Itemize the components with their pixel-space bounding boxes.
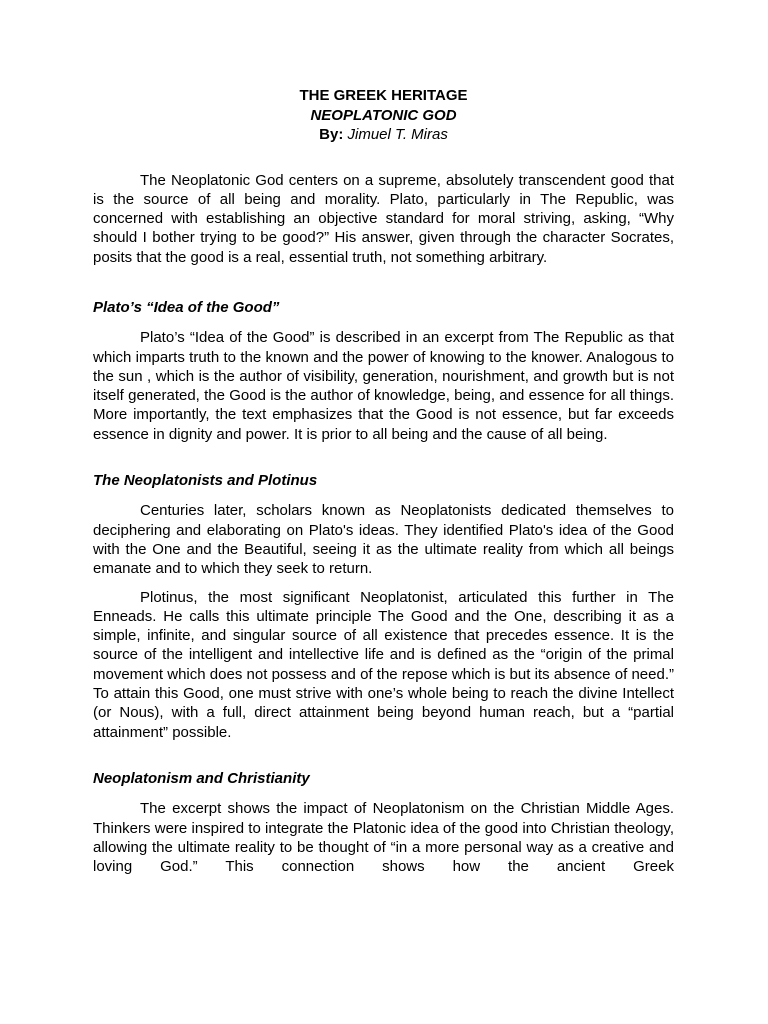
- section-paragraph: Centuries later, scholars known as Neoplatonists dedicated themselves to deciphering and elaborating on Plato's ideas. They identified Plato's idea of the Good with the One and the Beautiful, seeing it as the ultimate reality from which all beings emanate and to which they seek to return.: [93, 502, 674, 578]
- section-heading: Neoplatonism and Christianity: [93, 769, 310, 787]
- section-paragraph: Plato’s “Idea of the Good” is described in an excerpt from The Republic as that which imparts truth to the known and the power of knowing to the knower. Analogous to the sun , which is the author of visibility, generation, nourishment, and growth but is not itself generated, the Good is the author of knowledge, being, and essence for all things. More importantly, the text emphasizes that the Good is not essence, but far exceeds essence in dignity and power. It is prior to all being and the cause of all being.: [93, 329, 674, 443]
- section-idea-of-the-good: [93, 298, 674, 444]
- document-title: THE GREEK HERITAGE: [299, 87, 468, 104]
- author-name: Jimuel T. Miras: [347, 126, 448, 143]
- section-paragraph: The excerpt shows the impact of Neoplatonism on the Christian Middle Ages. Thinkers were inspired to integrate the Platonic idea of the good into Christian theology, allowing the ultimate reality to be thought of “in a more personal way as a creative and loving God.” This connection shows how the ancient Greek: [93, 800, 674, 876]
- intro-paragraph: The Neoplatonic God centers on a supreme, absolutely transcendent good that is the source of all being and morality. Plato, particularly in The Republic, was concerned with establishing an objective standard for moral striving, asking, “Why should I bother trying to be good?” His answer, given through the character Socrates, posits that the good is a real, essential truth, not something arbitrary.: [93, 171, 674, 266]
- section-neoplatonism-christianity: [93, 769, 674, 876]
- section-heading: Plato’s “Idea of the Good”: [93, 298, 280, 316]
- document-page: [93, 86, 674, 885]
- document-subtitle: NEOPLATONIC GOD: [310, 106, 457, 124]
- byline: [93, 125, 674, 145]
- title-block: [93, 86, 674, 145]
- section-paragraph: Plotinus, the most significant Neoplatonist, articulated this further in The Enneads. He calls this ultimate principle The Good and the One, describing it as a simple, infinite, and singular source of all existence that precedes essence. It is the source of the intelligent and intellective life and is defined as the “origin of the primal movement which does not possess and of the repose which is but its absence of need.” To attain this Good, one must strive with one’s whole being to reach the divine Intellect (or Nous), with a full, direct attainment being beyond human reach, but a “partial attainment” possible.: [93, 588, 674, 741]
- section-heading: The Neoplatonists and Plotinus: [93, 472, 318, 490]
- byline-label: By:: [319, 126, 344, 143]
- section-neoplatonists-plotinus: [93, 471, 674, 742]
